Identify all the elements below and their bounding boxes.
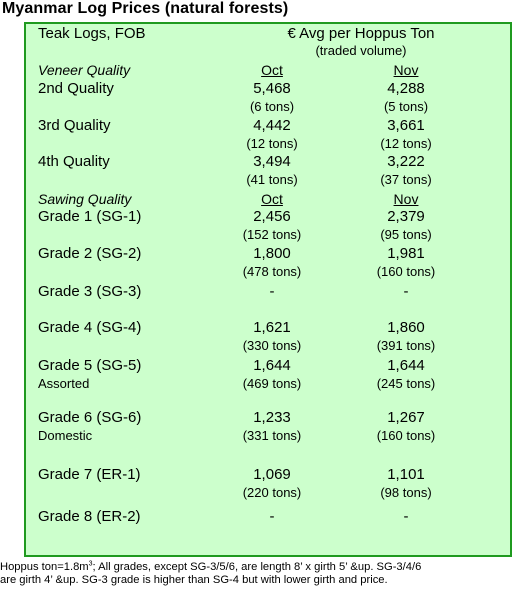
row-label: 2nd Quality [38, 80, 114, 97]
row-label: 3rd Quality [38, 117, 111, 134]
footnote-grade-lengths: ; All grades, except SG-3/5/6, are length 8’ x girth 5’ &up. SG-3/4/6 [92, 561, 422, 573]
row-label: Grade 2 (SG-2) [38, 245, 142, 262]
row-sublabel: Assorted [38, 376, 90, 391]
footnote [0, 561, 516, 587]
veneer-col-oct: Oct [261, 62, 283, 78]
nov-volume: (95 tons) [380, 227, 432, 242]
nov-price: 1,644 [387, 357, 425, 374]
nov-price: 1,981 [387, 245, 425, 262]
footnote-line-2: are girth 4’ &up. SG-3 grade is higher than SG-4 but with lower girth and price. [0, 574, 388, 586]
row-label: Grade 8 (ER-2) [38, 508, 141, 525]
oct-volume: (330 tons) [242, 338, 302, 353]
nov-price: - [403, 508, 409, 525]
oct-volume: (6 tons) [249, 99, 295, 114]
nov-price: 1,101 [387, 466, 425, 483]
oct-price: 1,621 [253, 319, 291, 336]
nov-volume: (12 tons) [380, 136, 432, 151]
oct-volume: (331 tons) [242, 428, 302, 443]
nov-price: - [403, 283, 409, 300]
nov-price: 3,661 [387, 117, 425, 134]
row-label: Grade 5 (SG-5) [38, 357, 142, 374]
nov-volume: (160 tons) [376, 428, 436, 443]
oct-volume: (41 tons) [246, 172, 298, 187]
nov-price: 1,860 [387, 319, 425, 336]
footnote-line-1 [0, 561, 516, 574]
oct-volume: (469 tons) [242, 376, 302, 391]
nov-volume: (98 tons) [380, 485, 432, 500]
nov-volume: (37 tons) [380, 172, 432, 187]
nov-price: 2,379 [387, 208, 425, 225]
sawing-quality-label: Sawing Quality [38, 191, 132, 207]
oct-price: 3,494 [253, 153, 291, 170]
oct-volume: (220 tons) [242, 485, 302, 500]
nov-price: 3,222 [387, 153, 425, 170]
footnote-hoppus-ton: Hoppus ton=1.8m [0, 561, 89, 573]
row-label: Grade 1 (SG-1) [38, 208, 142, 225]
footnote-superscript: 3 [88, 560, 93, 568]
oct-price: 1,800 [253, 245, 291, 262]
veneer-col-nov: Nov [393, 62, 419, 78]
sawing-col-oct: Oct [261, 191, 283, 207]
row-label: Grade 6 (SG-6) [38, 409, 142, 426]
row-label: Grade 7 (ER-1) [38, 466, 141, 483]
oct-price: 1,069 [253, 466, 291, 483]
oct-price: 1,644 [253, 357, 291, 374]
row-label: Grade 3 (SG-3) [38, 283, 142, 300]
oct-price: 4,442 [253, 117, 291, 134]
nov-volume: (245 tons) [376, 376, 436, 391]
oct-price: - [269, 508, 275, 525]
nov-volume: (5 tons) [383, 99, 429, 114]
oct-price: 5,468 [253, 80, 291, 97]
oct-price: 2,456 [253, 208, 291, 225]
row-sublabel: Domestic [38, 428, 93, 443]
nov-volume: (391 tons) [376, 338, 436, 353]
price-table-panel [24, 22, 512, 557]
oct-volume: (12 tons) [246, 136, 298, 151]
page-title: Myanmar Log Prices (natural forests) [2, 0, 289, 17]
oct-price: 1,233 [253, 409, 291, 426]
header-avg-price: € Avg per Hoppus Ton [287, 25, 435, 42]
oct-price: - [269, 283, 275, 300]
row-label: 4th Quality [38, 153, 110, 170]
nov-price: 4,288 [387, 80, 425, 97]
nov-price: 1,267 [387, 409, 425, 426]
nov-volume: (160 tons) [376, 264, 436, 279]
veneer-quality-label: Veneer Quality [38, 62, 131, 78]
header-teak-logs-fob: Teak Logs, FOB [38, 25, 146, 42]
oct-volume: (478 tons) [242, 264, 302, 279]
header-traded-volume: (traded volume) [315, 43, 407, 58]
sawing-col-nov: Nov [393, 191, 419, 207]
oct-volume: (152 tons) [242, 227, 302, 242]
row-label: Grade 4 (SG-4) [38, 319, 142, 336]
